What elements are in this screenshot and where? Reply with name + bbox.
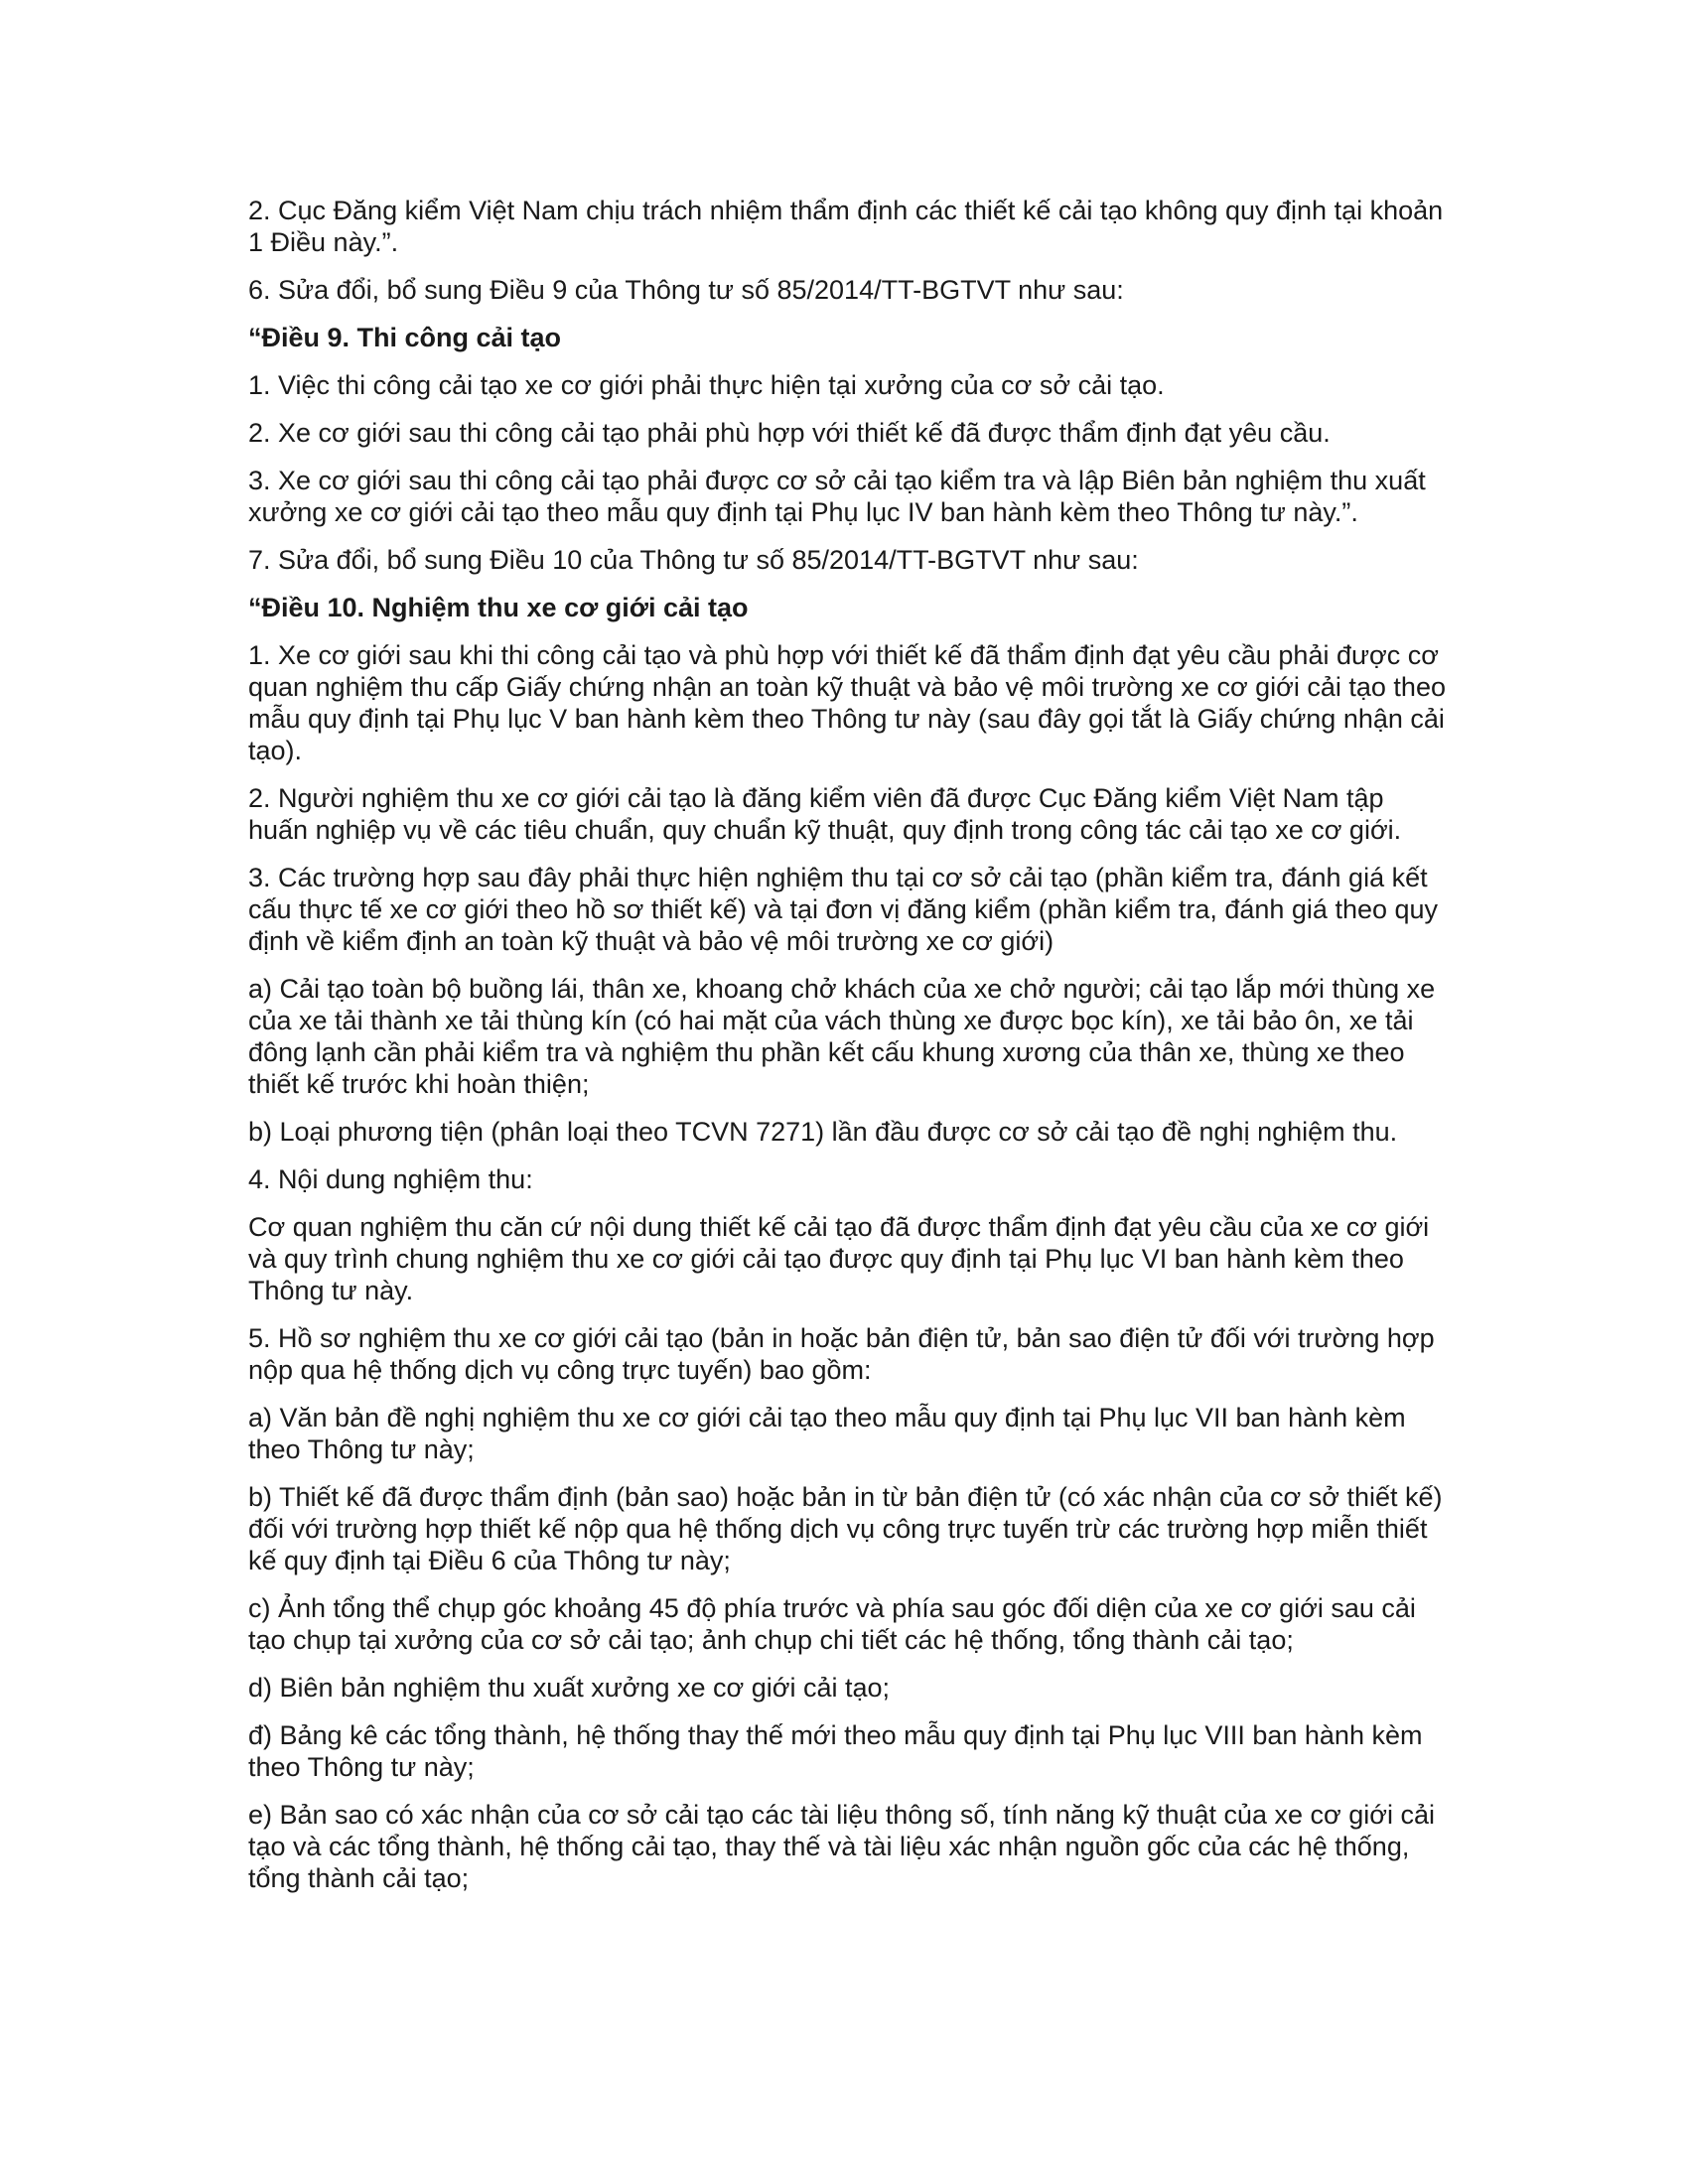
document-page [248,195,1450,1910]
paragraph-amend-7: 7. Sửa đổi, bổ sung Điều 10 của Thông tư số 85/2014/TT-BGTVT như sau: [248,545,1139,575]
paragraph-khoan3-point-a: a) Cải tạo toàn bộ buồng lái, thân xe, khoang chở khách của xe chở người; cải tạo lắp mới thùng xe của xe tải thành xe tải thùng kín (có hai mặt của vách thùng xe được bọc kín), xe tải bảo ôn, xe tải đông lạnh cần phải kiểm tra và nghiệm thu phần kết cấu khung xương của thân xe, thùng xe theo thiết kế trước khi hoàn thiện; [248,974,1436,1099]
paragraph-khoan3-point-b: b) Loại phương tiện (phân loại theo TCVN 7271) lần đầu được cơ sở cải tạo đề nghị nghiệm thu. [248,1117,1398,1147]
paragraph-dieu10-khoan3: 3. Các trường hợp sau đây phải thực hiện nghiệm thu tại cơ sở cải tạo (phần kiểm tra, đánh giá kết cấu thực tế xe cơ giới theo hồ sơ thiết kế) và tại đơn vị đăng kiểm (phần kiểm tra, đánh giá theo quy định về kiểm định an toàn kỹ thuật và bảo vệ môi trường xe cơ giới) [248,863,1439,956]
paragraph-dieu9-khoan2: 2. Xe cơ giới sau thi công cải tạo phải phù hợp với thiết kế đã được thẩm định đạt yêu cầu. [248,418,1331,448]
paragraph-khoan5-point-e: e) Bản sao có xác nhận của cơ sở cải tạo các tài liệu thông số, tính năng kỹ thuật của xe cơ giới cải tạo và các tổng thành, hệ thống cải tạo, thay thế và tài liệu xác nhận nguồn gốc của các hệ thống, tổng thành cải tạo; [248,1800,1435,1893]
paragraph-dieu10-khoan4: 4. Nội dung nghiệm thu: [248,1164,533,1194]
paragraph-dieu10-khoan1: 1. Xe cơ giới sau khi thi công cải tạo và phù hợp với thiết kế đã thẩm định đạt yêu cầu phải được cơ quan nghiệm thu cấp Giấy chứng nhận an toàn kỹ thuật và bảo vệ môi trường xe cơ giới cải tạo theo mẫu quy định tại Phụ lục V ban hành kèm theo Thông tư này (sau đây gọi tắt là Giấy chứng nhận cải tạo). [248,640,1446,765]
paragraph-khoan5-point-c: c) Ảnh tổng thể chụp góc khoảng 45 độ phía trước và phía sau góc đối diện của xe cơ giới sau cải tạo chụp tại xưởng của cơ sở cải tạo; ảnh chụp chi tiết các hệ thống, tổng thành cải tạo; [248,1593,1416,1655]
paragraph-dieu10-khoan2: 2. Người nghiệm thu xe cơ giới cải tạo là đăng kiểm viên đã được Cục Đăng kiểm Việt Nam tập huấn nghiệp vụ về các tiêu chuẩn, quy chuẩn kỹ thuật, quy định trong công tác cải tạo xe cơ giới. [248,783,1402,845]
paragraph-khoan5-point-b: b) Thiết kế đã được thẩm định (bản sao) hoặc bản in từ bản điện tử (có xác nhận của cơ sở thiết kế) đối với trường hợp thiết kế nộp qua hệ thống dịch vụ công trực tuyến trừ các trường hợp miễn thiết kế quy định tại Điều 6 của Thông tư này; [248,1482,1443,1575]
heading-dieu-10: “Điều 10. Nghiệm thu xe cơ giới cải tạo [248,593,749,622]
paragraph-dieu8-khoan2: 2. Cục Đăng kiểm Việt Nam chịu trách nhiệm thẩm định các thiết kế cải tạo không quy định tại khoản 1 Điều này.”. [248,196,1444,257]
paragraph-dieu9-khoan1: 1. Việc thi công cải tạo xe cơ giới phải thực hiện tại xưởng của cơ sở cải tạo. [248,370,1165,400]
paragraph-khoan5-point-dd: đ) Bảng kê các tổng thành, hệ thống thay thế mới theo mẫu quy định tại Phụ lục VIII ban hành kèm theo Thông tư này; [248,1720,1423,1782]
paragraph-khoan5-point-d: d) Biên bản nghiệm thu xuất xưởng xe cơ giới cải tạo; [248,1673,891,1703]
paragraph-khoan4-content: Cơ quan nghiệm thu căn cứ nội dung thiết kế cải tạo đã được thẩm định đạt yêu cầu của xe cơ giới và quy trình chung nghiệm thu xe cơ giới cải tạo được quy định tại Phụ lục VI ban hành kèm theo Thông tư này. [248,1212,1430,1305]
heading-dieu-9: “Điều 9. Thi công cải tạo [248,323,562,352]
paragraph-amend-6: 6. Sửa đổi, bổ sung Điều 9 của Thông tư số 85/2014/TT-BGTVT như sau: [248,275,1124,305]
paragraph-khoan5-point-a: a) Văn bản đề nghị nghiệm thu xe cơ giới cải tạo theo mẫu quy định tại Phụ lục VII ban hành kèm theo Thông tư này; [248,1403,1406,1464]
paragraph-dieu10-khoan5: 5. Hồ sơ nghiệm thu xe cơ giới cải tạo (bản in hoặc bản điện tử, bản sao điện tử đối với trường hợp nộp qua hệ thống dịch vụ công trực tuyến) bao gồm: [248,1323,1435,1385]
paragraph-dieu9-khoan3: 3. Xe cơ giới sau thi công cải tạo phải được cơ sở cải tạo kiểm tra và lập Biên bản nghiệm thu xuất xưởng xe cơ giới cải tạo theo mẫu quy định tại Phụ lục IV ban hành kèm theo Thông tư này.”. [248,466,1426,527]
